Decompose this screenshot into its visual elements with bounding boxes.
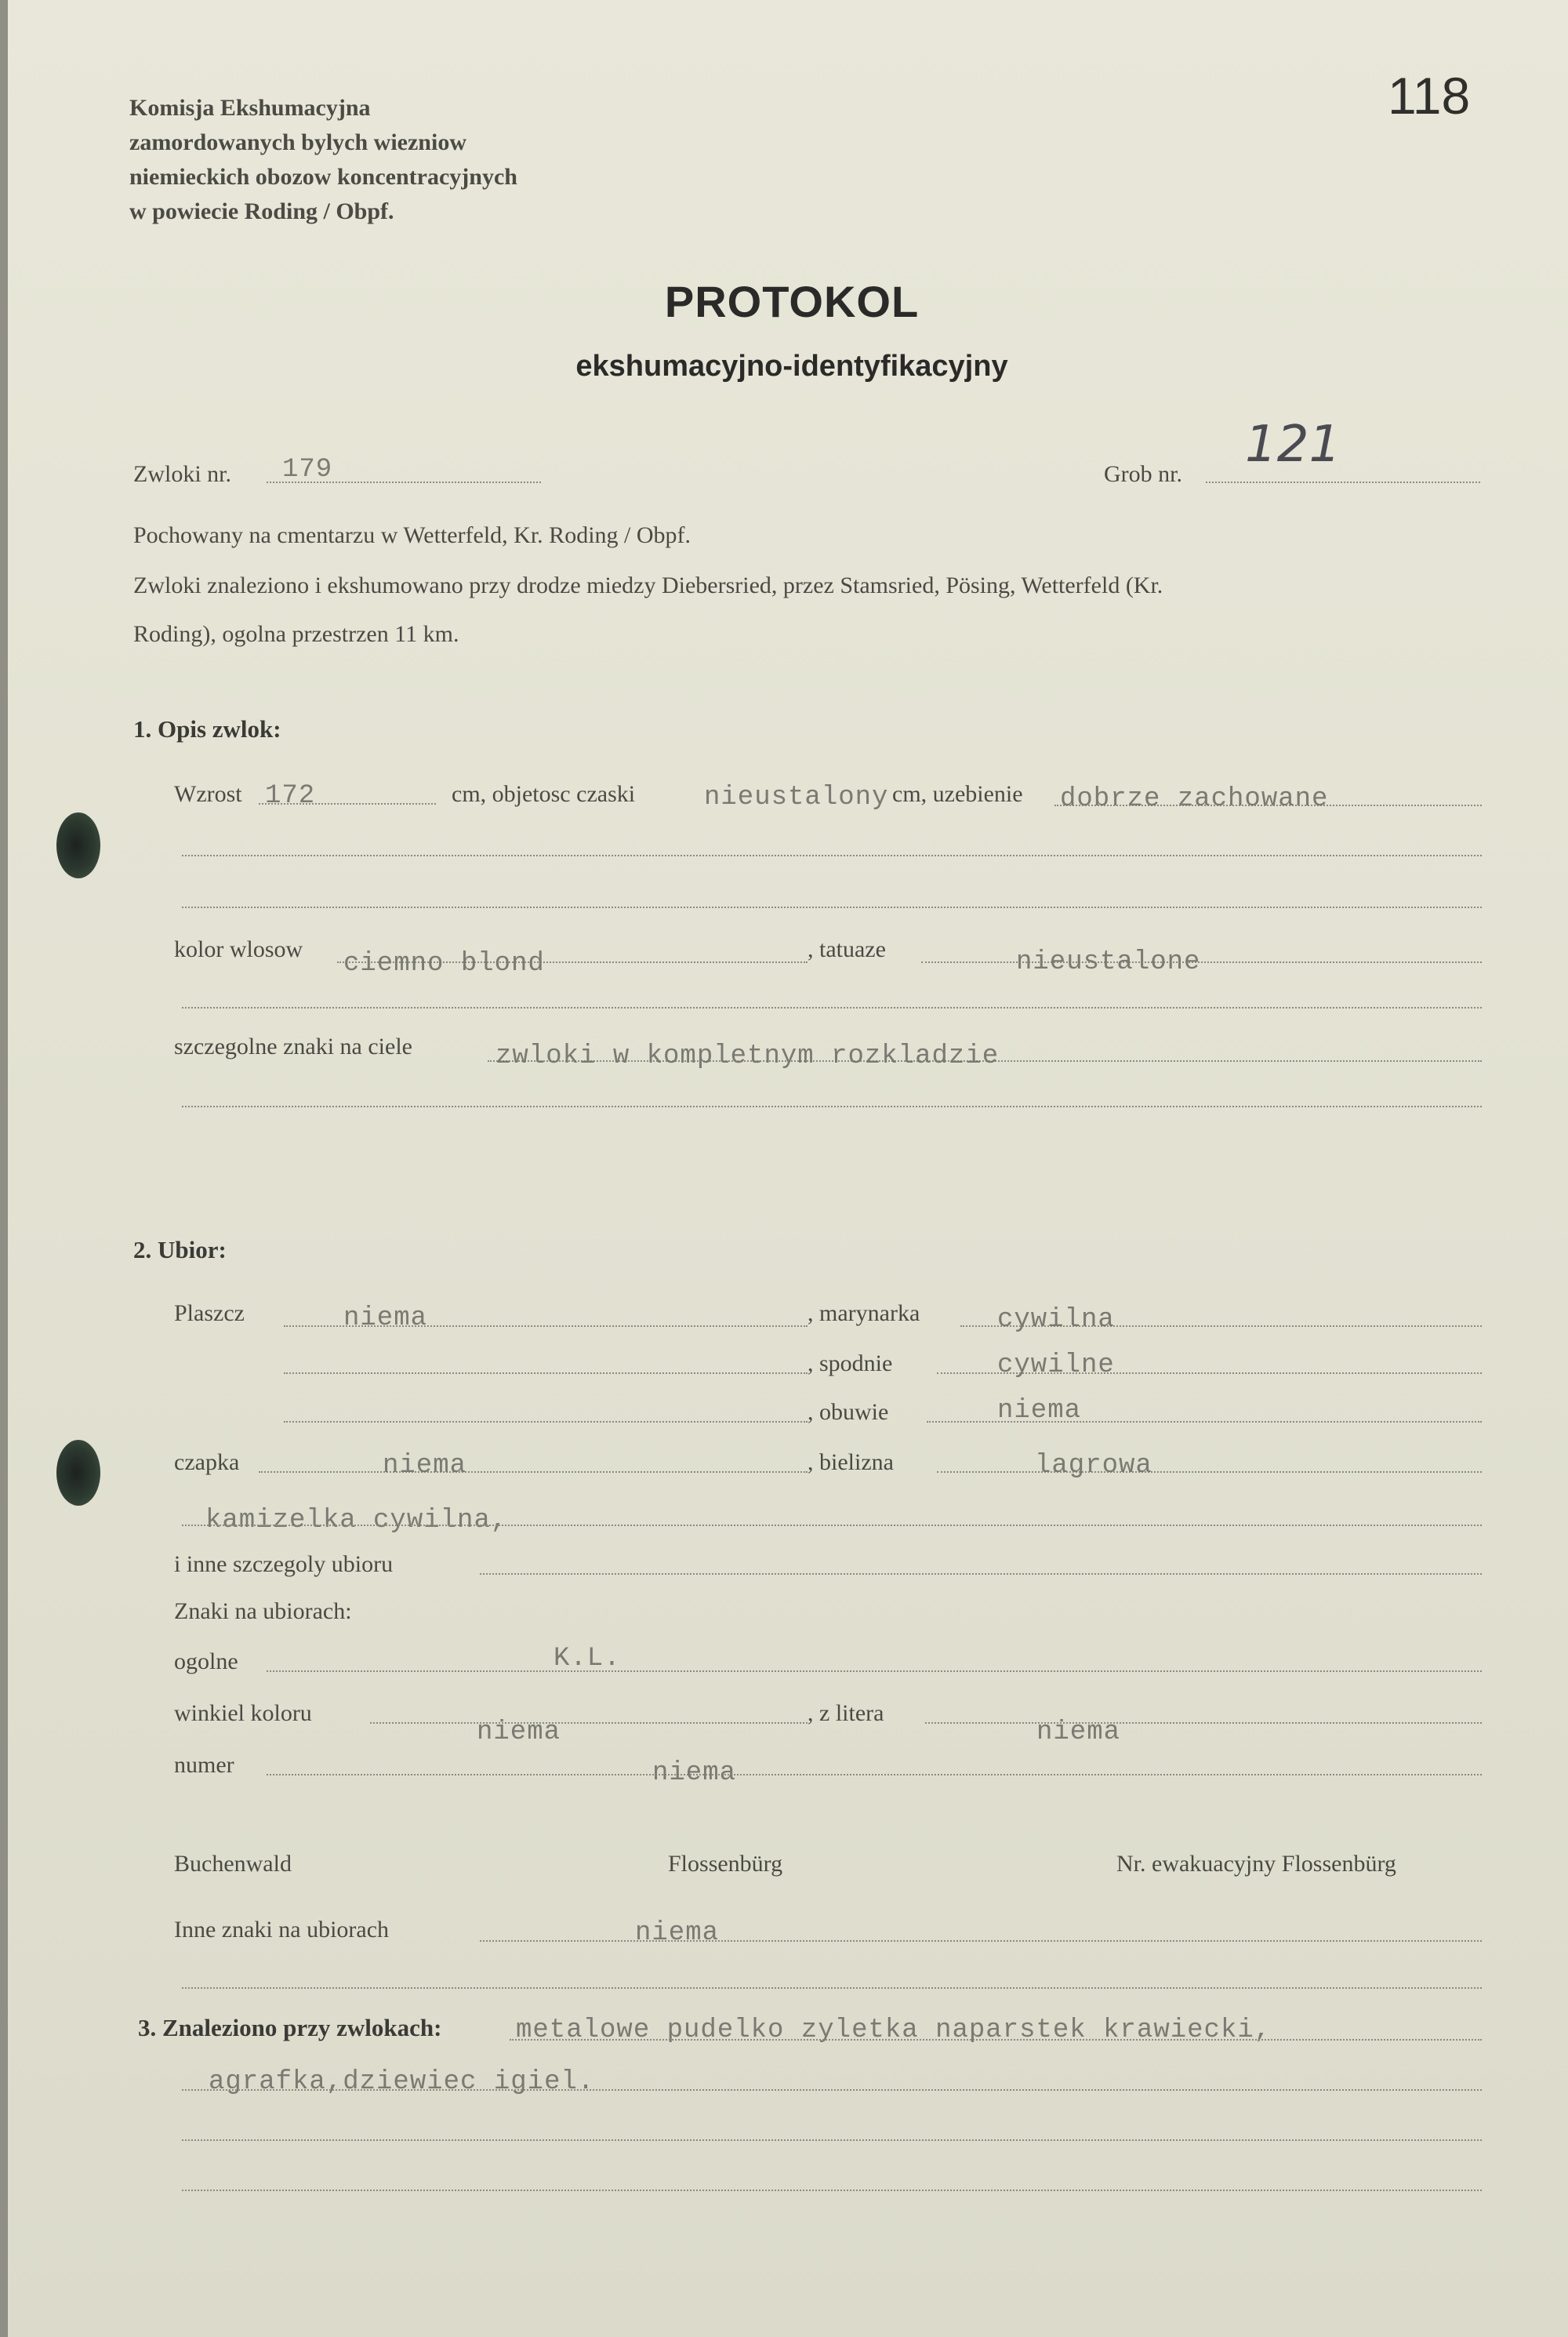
blank-line-1a [182, 855, 1482, 856]
flossenburg-label: Flossenbürg [668, 1851, 783, 1877]
ogolne-label: ogolne [174, 1648, 238, 1674]
litera-line [925, 1722, 1482, 1724]
winkiel-value: niema [477, 1717, 561, 1747]
tatuaze-line [921, 961, 1482, 963]
spodnie-label: , spodnie [808, 1350, 893, 1376]
intro-line-3: Roding), ogolna przestrzen 11 km. [133, 621, 459, 647]
document-title: PROTOKOL [664, 277, 920, 326]
found-items-line-2: agrafka,dziewiec igiel. [209, 2067, 595, 2097]
obuwie-value: niema [997, 1396, 1082, 1426]
commission-header [129, 91, 517, 229]
czapka-label: czapka [174, 1449, 240, 1475]
section-1-heading: 1. Opis zwlok: [133, 715, 281, 743]
page-number: 118 [1388, 67, 1471, 125]
found-items-line-1-dots [510, 2039, 1482, 2041]
wlosy-value: ciemno blond [343, 949, 545, 979]
kamizelka-value: kamizelka cywilna, [205, 1506, 508, 1536]
blank-line-2c [182, 1525, 1482, 1526]
obuwie-label: , obuwie [808, 1399, 889, 1425]
buchenwald-label: Buchenwald [174, 1851, 292, 1877]
header-line-2: zamordowanych bylych wiezniow [129, 129, 466, 155]
punch-hole-top [56, 812, 100, 878]
bielizna-label: , bielizna [808, 1449, 894, 1475]
punch-hole-bottom [56, 1440, 100, 1506]
wzrost-value: 172 [265, 781, 316, 811]
tatuaze-value: nieustalone [1016, 947, 1201, 977]
document-subtitle: ekshumacyjno-identyfikacyjny [575, 350, 1008, 383]
wlosy-label: kolor wlosow [174, 936, 303, 962]
inne-szczegoly-line [480, 1573, 1482, 1575]
blank-line-3b [182, 2190, 1482, 2191]
ewakuacyjny-label: Nr. ewakuacyjny Flossenbürg [1116, 1851, 1396, 1877]
inne-znaki-value: niema [635, 1918, 720, 1948]
blank-line-1b [182, 907, 1482, 908]
litera-label: , z litera [808, 1700, 884, 1726]
section-3-heading: 3. Znaleziono przy zwlokach: [138, 2014, 442, 2041]
numer-label: numer [174, 1752, 234, 1778]
inne-szczegoly-label: i inne szczegoly ubioru [174, 1551, 394, 1577]
found-items-line-1: metalowe pudelko zyletka naparstek krawiecki, [516, 2015, 1272, 2045]
header-line-3: niemieckich obozow koncentracyjnych [129, 164, 517, 190]
marynarka-value: cywilna [997, 1305, 1115, 1335]
zwloki-value: 179 [282, 455, 333, 485]
blank-line-3a [182, 2139, 1482, 2141]
grob-label: Grob nr. [1104, 461, 1182, 487]
bielizna-line [937, 1471, 1482, 1473]
zwloki-label: Zwloki nr. [133, 461, 231, 487]
inne-znaki-line [480, 1940, 1482, 1942]
found-items-line-2-dots [182, 2089, 1482, 2091]
znaki-ciele-label: szczegolne znaki na ciele [174, 1034, 412, 1059]
header-line-4: w powiecie Roding / Obpf. [129, 198, 394, 224]
grob-value: 121 [1245, 416, 1341, 474]
ogolne-line [267, 1670, 1482, 1672]
header-line-1: Komisja Ekshumacyjna [129, 95, 371, 121]
numer-line [267, 1774, 1482, 1775]
winkiel-line [370, 1722, 808, 1724]
znaki-ubiorach-label: Znaki na ubiorach: [174, 1598, 352, 1624]
wzrost-label: Wzrost [174, 781, 242, 807]
blank-line-2b [284, 1421, 808, 1423]
czapka-line [259, 1471, 808, 1473]
inne-znaki-label: Inne znaki na ubiorach [174, 1917, 390, 1943]
tatuaze-label: , tatuaze [808, 936, 886, 962]
znaki-ciele-value: zwloki w kompletnym rozkladzie [495, 1041, 1000, 1071]
czaszka-label: cm, objetosc czaski [452, 781, 636, 807]
blank-line-2a [284, 1372, 808, 1374]
marynarka-label: , marynarka [808, 1300, 920, 1326]
plaszcz-value: niema [343, 1303, 428, 1333]
intro-line-2: Zwloki znaleziono i ekshumowano przy drodze miedzy Diebersried, przez Stamsried, Pösing, Wetterfeld (Kr. [133, 572, 1163, 598]
uzebienie-label: cm, uzebienie [892, 781, 1023, 807]
litera-value: niema [1036, 1717, 1121, 1747]
spodnie-value: cywilne [997, 1350, 1115, 1380]
blank-line-2d [182, 1987, 1482, 1989]
winkiel-label: winkiel koloru [174, 1700, 312, 1726]
section-2-heading: 2. Ubior: [133, 1236, 227, 1263]
numer-value: niema [652, 1758, 737, 1788]
ogolne-value: K.L. [554, 1644, 621, 1674]
bielizna-value: lagrowa [1035, 1451, 1152, 1481]
czapka-value: niema [383, 1451, 467, 1481]
blank-line-1c [182, 1007, 1482, 1009]
czaszka-value: nieustalony [704, 783, 889, 812]
intro-line-1: Pochowany na cmentarzu w Wetterfeld, Kr. Roding / Obpf. [133, 522, 691, 548]
plaszcz-label: Plaszcz [174, 1300, 245, 1326]
blank-line-1d [182, 1106, 1482, 1107]
grob-line [1206, 482, 1480, 483]
uzebienie-value: dobrze zachowane [1060, 784, 1329, 814]
